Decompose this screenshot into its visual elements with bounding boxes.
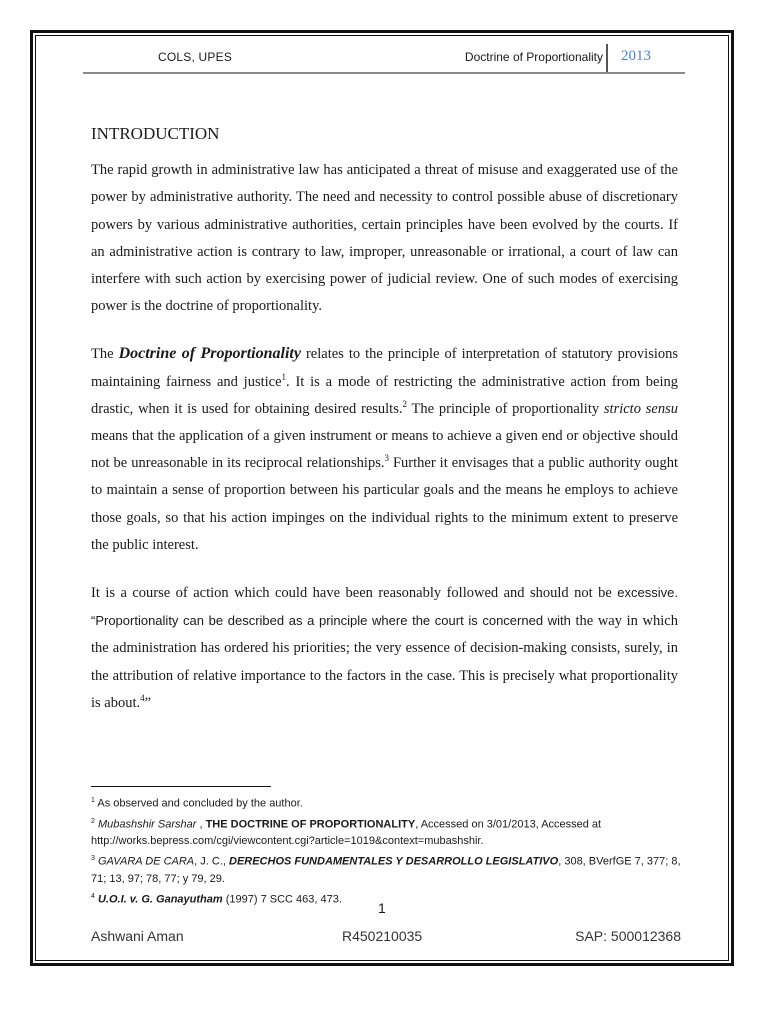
paragraph-2 — [91, 340, 678, 559]
footnote-2-rest: , Accessed on 3/01/2013, Accessed at http://works.bepress.com/cgi/viewcontent.cgi?article=1019&context=mubashshir. — [91, 818, 602, 848]
footnotes — [91, 792, 681, 909]
footer-sap: SAP: 500012368 — [575, 928, 681, 944]
paragraph-1: The rapid growth in administrative law has anticipated a threat of misuse and exaggerated use of the power by administrative authority. The need and necessity to control possible abuse of discretionary powers by various administrative authorities, certain principles have been evolved by the courts. If an administrative action is contrary to law, improper, unreasonable or irrational, a court of law can interfere with such action by exercising power of judicial review. One of such modes of exercising power is the doctrine of proportionality. — [91, 162, 678, 315]
footer-author: Ashwani Aman — [91, 928, 184, 944]
footnote-4 — [91, 888, 681, 909]
p2-part4: means that the application of a given instrument or means to achieve a given end or objective should not be unreasonable in its reciprocal relationships. — [91, 428, 678, 472]
header-year: 2013 — [621, 48, 651, 64]
p2-part1: relates to the principle of interpretation of statutory provisions maintaining fairness and justice — [91, 346, 679, 390]
footnote-ref-3[interactable]: 3 — [384, 453, 389, 464]
footnote-ref-4[interactable]: 4 — [140, 693, 145, 704]
header-divider — [606, 44, 608, 73]
footnote-3 — [91, 850, 681, 888]
footnote-3-title: DERECHOS FUNDAMENTALES Y DESARROLLO LEGISLATIVO — [229, 855, 559, 868]
p3-part3: the way in which the administration has ordered his priorities; the very essence of decision-making consists, surely, in the attribution of relative importance to the factors in the case. This is precisely what proportionality is about. — [91, 613, 678, 711]
footnote-3-author: GAVARA DE CARA — [97, 855, 195, 868]
footnote-3-rest: , 308, BVerfGE 7, 377; 8, 71; 13, 97; 78, 77; y 79, 29. — [91, 855, 681, 885]
p2-part5: Further it envisages that a public authority ought to maintain a sense of proportion between his particular goals and the means he employs to achieve those goals, so that his action impinges on the individual rights to the minimum extent to preserve the public interest. — [91, 455, 678, 553]
p2-term: Doctrine of Proportionality — [118, 345, 301, 363]
p2-part3: The principle of proportionality — [406, 400, 604, 417]
footnote-1-num: 1 — [91, 797, 95, 804]
footnote-2-author: Mubashshir Sarshar — [97, 818, 197, 831]
p2-latin: stricto sensu — [603, 400, 678, 417]
section-heading: INTRODUCTION — [91, 124, 220, 143]
footnote-separator — [91, 786, 271, 787]
p3-part1: It is a course of action which could have been reasonably followed and should not be — [91, 585, 618, 602]
paragraph-3 — [91, 579, 678, 717]
footnote-ref-1[interactable]: 1 — [281, 371, 287, 382]
footnote-2-sep: , — [196, 818, 206, 831]
footnote-2-num: 2 — [91, 817, 95, 825]
footnote-2-title: THE DOCTRINE OF PROPORTIONALITY — [205, 818, 416, 831]
footnote-2 — [91, 813, 681, 851]
page-header — [83, 45, 685, 75]
header-institution: COLS, UPES — [158, 50, 233, 64]
footnote-1 — [91, 792, 681, 813]
page-number: 1 — [378, 900, 386, 916]
footnote-3-mid: , J. C., — [194, 855, 229, 868]
p3-part2: excessive. “Proportionality can be described as a principle where the court is concerned with — [91, 585, 678, 629]
header-title: Doctrine of Proportionality — [464, 50, 603, 64]
footnote-4-num: 4 — [91, 892, 95, 900]
p2-intro: The — [91, 346, 119, 363]
header-rule — [83, 72, 685, 74]
footnote-ref-2[interactable]: 2 — [402, 399, 407, 409]
footnote-3-num: 3 — [91, 855, 95, 863]
footnote-4-rest: (1997) 7 SCC 463, 473. — [222, 893, 342, 906]
p2-part2: . It is a mode of restricting the administrative action from being drastic, when it is used for obtaining desired results. — [91, 373, 678, 417]
document-body — [91, 120, 678, 737]
footnote-1-text: As observed and concluded by the author. — [94, 797, 303, 810]
footer-roll-number: R450210035 — [342, 928, 423, 944]
footnote-4-case: U.O.I. v. G. Ganayutham — [97, 893, 223, 906]
p3-close: ” — [144, 694, 152, 711]
